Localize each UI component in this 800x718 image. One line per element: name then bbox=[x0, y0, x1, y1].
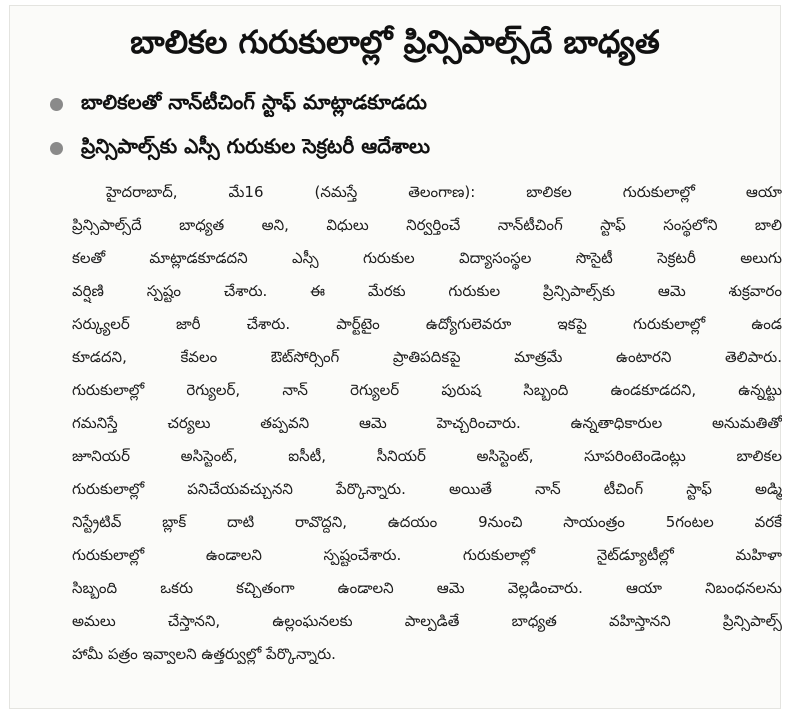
subpoint bbox=[50, 126, 770, 170]
bullet-icon bbox=[50, 142, 63, 155]
bullet-icon bbox=[50, 98, 63, 111]
body-line: కూడదని, కేవలం ఔట్‌సోర్సింగ్ ప్రాతిపదికపై మాత్రమే ఉంటారని తెలిపారు. bbox=[72, 348, 782, 366]
body-line: సిబ్బంది ఒకరు కచ్చితంగా ఉండాలని ఆమె వెల్లడించారు. ఆయా నిబంధనలను bbox=[72, 579, 782, 597]
subpoints-list bbox=[50, 82, 770, 170]
body-line: కలతో మాట్లాడకూడదని ఎస్సీ గురుకుల విద్యాసంస్థల సొసైటీ సెక్రటరీ అలుగు bbox=[72, 249, 782, 267]
body-line: గురుకులాల్లో ఉండాలని స్పష్టంచేశారు. గురుకులాల్లో నైట్‌డ్యూటీల్లో మహిళా bbox=[72, 546, 782, 564]
body-line: ప్రిన్సిపాల్స్‌దే బాధ్యత అని, విధులు నిర్వర్తించే నాన్‌టీచింగ్ స్టాఫ్ సంస్థలోని బాలి bbox=[72, 216, 782, 234]
body-line: గురుకులాల్లో పనిచేయవచ్చునని పేర్కొన్నారు. అయితే నాన్ టీచింగ్ స్టాఫ్ అడ్మి bbox=[72, 480, 782, 498]
body-line: జూనియర్ అసిస్టెంట్, ఐసీటీ, సీనియర్ అసిస్టెంట్, సూపరింటెండెంట్లు బాలికల bbox=[72, 447, 782, 465]
headline: బాలికల గురుకులాల్లో ప్రిన్సిపాల్స్‌దే బాధ్యత bbox=[130, 23, 660, 61]
body-line: గురుకులాల్లో రెగ్యులర్, నాన్ రెగ్యులర్ పురుష సిబ్బంది ఉండకూడదని, ఉన్నట్టు bbox=[72, 381, 782, 399]
body-line: హైదరాబాద్, మే16 (నమస్తే తెలంగాణ): బాలికల గురుకులాల్లో ఆయా bbox=[106, 183, 782, 201]
body-line: నిస్ట్రేటివ్ బ్లాక్ దాటి రావొద్దని, ఉదయం 9నుంచి సాయంత్రం 5గంటల వరకే bbox=[72, 513, 782, 531]
body-line: సర్క్యులర్ జారీ చేశారు. పార్ట్‌టైం ఉద్యోగులెవరూ ఇకపై గురుకులాల్లో ఉండ bbox=[72, 315, 782, 333]
newspaper-clipping bbox=[10, 6, 780, 708]
subpoint-text: బాలికలతో నాన్‌టీచింగ్ స్టాఫ్ మాట్లాడకూడదు bbox=[81, 89, 427, 114]
body-line: వర్షిణి స్పష్టం చేశారు. ఈ మేరకు గురుకుల ప్రిన్సిపాల్స్‌కు ఆమె శుక్రవారం bbox=[72, 282, 782, 300]
subpoint-text: ప్రిన్సిపాల్స్‌కు ఎస్సీ గురుకుల సెక్రటరీ ఆదేశాలు bbox=[81, 133, 431, 158]
body-line: అమలు చేస్తానని, ఉల్లంఘనలకు పాల్పడితే బాధ్యత వహిస్తానని ప్రిన్సిపాల్స్ bbox=[72, 612, 782, 630]
body-line: హామీ పత్రం ఇవ్వాలని ఉత్తర్వుల్లో పేర్కొన్నారు. bbox=[72, 645, 336, 663]
body-line: గమనిస్తే చర్యలు తప్పవని ఆమె హెచ్చరించారు. ఉన్నతాధికారుల అనుమతితో bbox=[72, 414, 782, 432]
article-body bbox=[72, 176, 782, 671]
subpoint bbox=[50, 82, 770, 126]
